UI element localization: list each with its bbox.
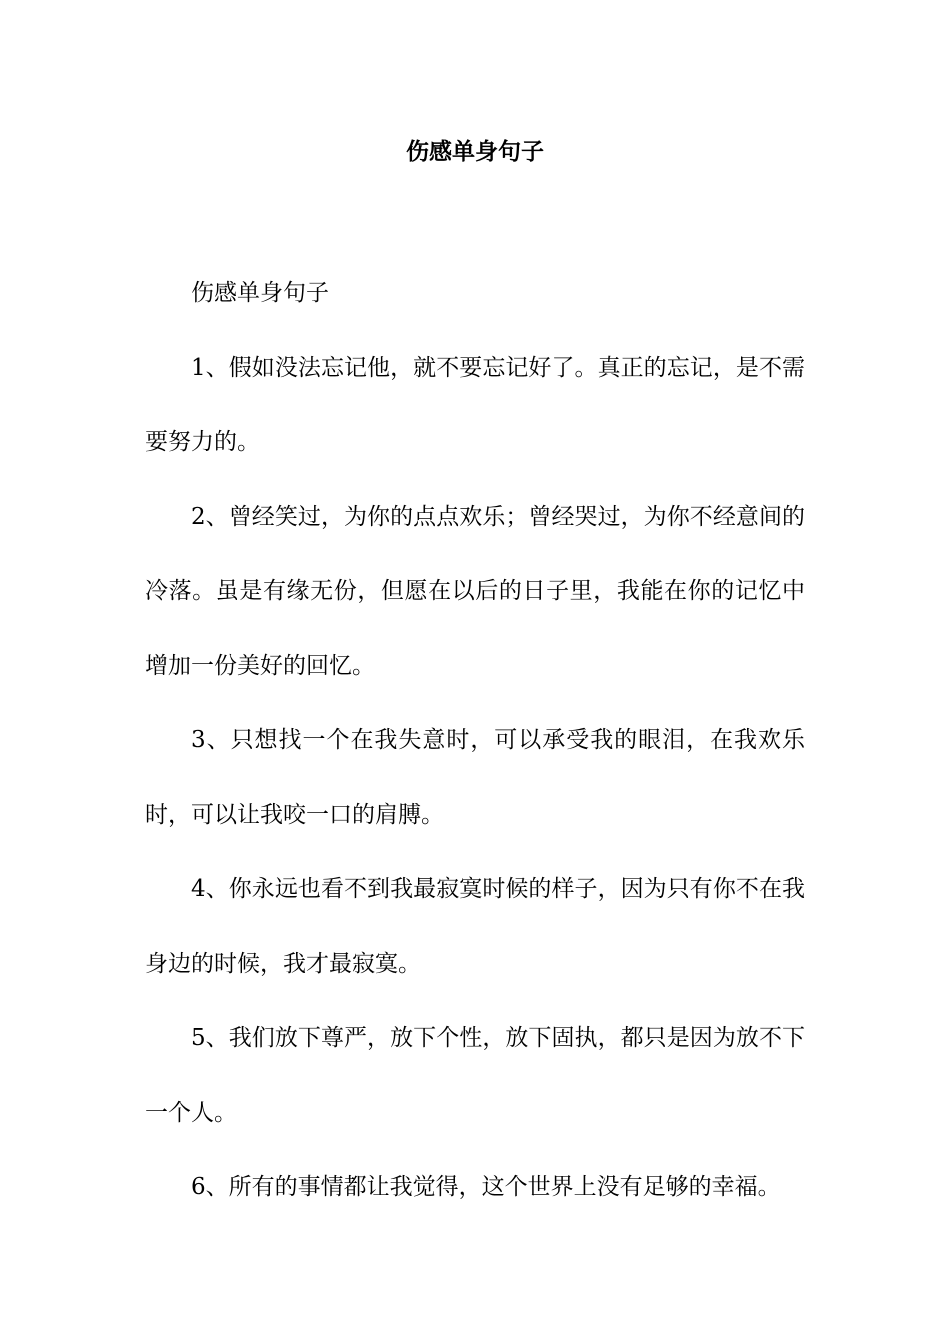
document-body [145,256,805,1225]
paragraph-4: 4、你永远也看不到我最寂寞时候的样子，因为只有你不在我身边的时候，我才最寂寞。 [145,876,805,977]
paragraph-6: 6、所有的事情都让我觉得，这个世界上没有足够的幸福。 [191,1174,781,1200]
paragraph-heading: 伤感单身句子 [191,280,329,306]
paragraph-5: 5、我们放下尊严，放下个性，放下固执，都只是因为放不下一个人。 [145,1025,805,1126]
document-title: 伤感单身句子 [406,138,544,165]
paragraph-1: 1、假如没法忘记他，就不要忘记好了。真正的忘记，是不需要努力的。 [145,354,805,455]
paragraph-2: 2、曾经笑过，为你的点点欢乐；曾经哭过，为你不经意间的冷落。虽是有缘无份，但愿在以后的日子里，我能在你的记忆中增加一份美好的回忆。 [145,503,805,679]
paragraph-3: 3、只想找一个在我失意时，可以承受我的眼泪，在我欢乐时，可以让我咬一口的肩膊。 [145,727,805,828]
